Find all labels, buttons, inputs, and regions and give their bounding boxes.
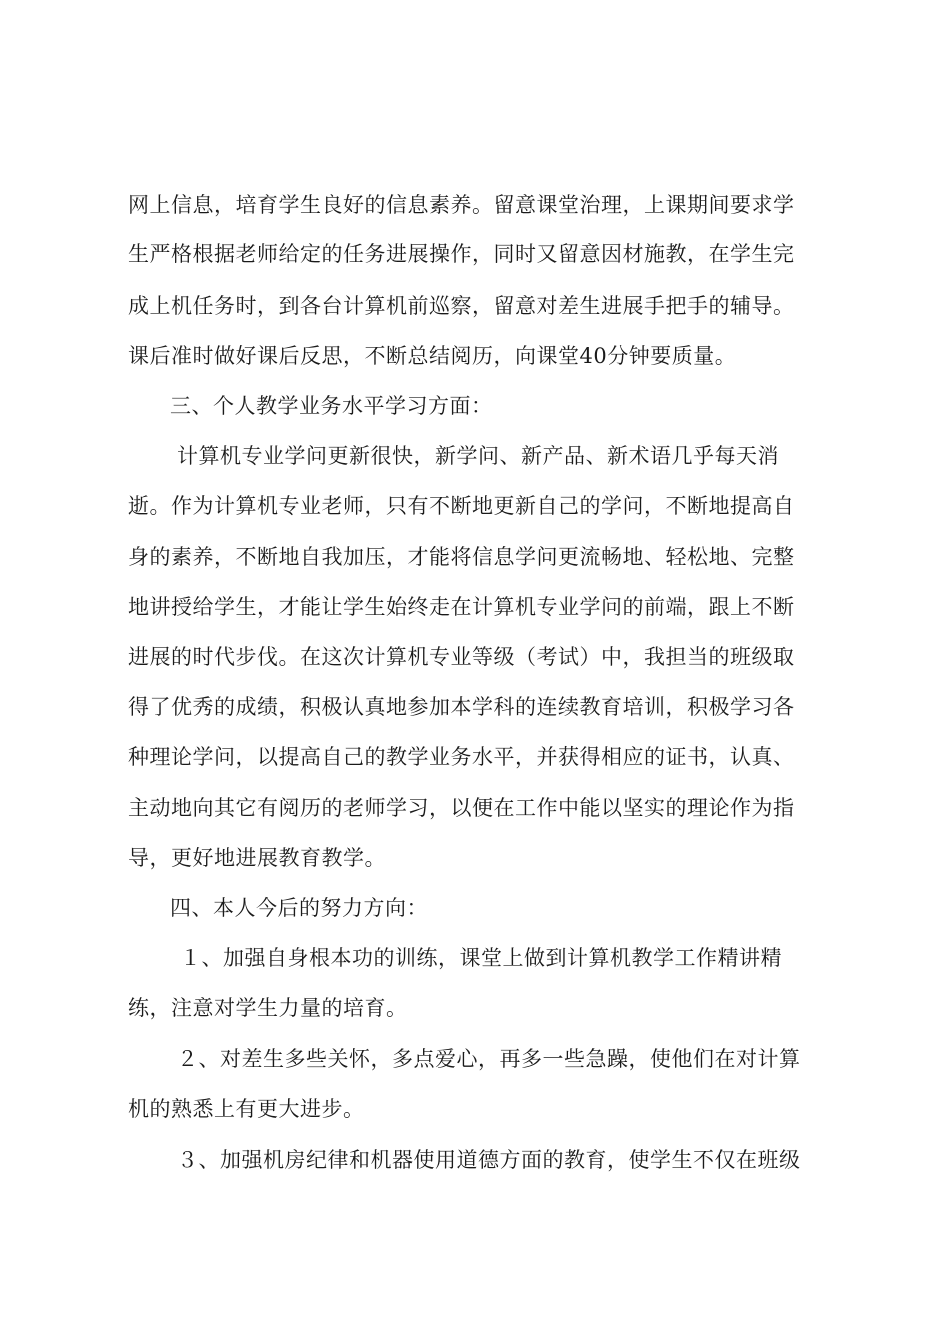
body-line: 课后准时做好课后反思，不断总结阅历，向课堂40分钟要质量。 (128, 344, 737, 368)
body-line: 得了优秀的成绩，积极认真地参加本学科的连续教育培训，积极学习各 (128, 695, 795, 719)
body-line: 生严格根据老师给定的任务进展操作，同时又留意因材施教，在学生完 (128, 242, 795, 266)
body-line: 练，注意对学生力量的培育。 (128, 996, 408, 1020)
body-line: 网上信息，培育学生良好的信息素养。留意课堂治理，上课期间要求学 (128, 193, 795, 217)
body-line: 成上机任务时，到各台计算机前巡察，留意对差生进展手把手的辅导。 (128, 294, 795, 318)
list-item: １、加强自身根本功的训练，课堂上做到计算机教学工作精讲精 (180, 946, 782, 970)
body-line: 计算机专业学问更新很快，新学问、新产品、新术语几乎每天消 (177, 444, 779, 468)
section-heading: 三、个人教学业务水平学习方面： (170, 394, 493, 418)
body-line: 机的熟悉上有更大进步。 (128, 1097, 365, 1121)
body-line: 导，更好地进展教育教学。 (128, 846, 386, 870)
body-line: 地讲授给学生，才能让学生始终走在计算机专业学问的前端，跟上不断 (128, 595, 795, 619)
body-line: 身的素养，不断地自我加压，才能将信息学问更流畅地、轻松地、完整 (128, 545, 795, 569)
list-item: ３、加强机房纪律和机器使用道德方面的教育，使学生不仅在班级 (177, 1148, 801, 1172)
body-line: 主动地向其它有阅历的老师学习，以便在工作中能以坚实的理论作为指 (128, 796, 795, 820)
section-heading: 四、本人今后的努力方向： (170, 896, 428, 920)
body-line: 种理论学问，以提高自己的教学业务水平，并获得相应的证书，认真、 (128, 745, 795, 769)
list-item: ２、对差生多些关怀，多点爱心，再多一些急躁，使他们在对计算 (177, 1047, 801, 1071)
body-line: 逝。作为计算机专业老师，只有不断地更新自己的学问，不断地提高自 (128, 494, 795, 518)
body-line: 进展的时代步伐。在这次计算机专业等级（考试）中，我担当的班级取 (128, 645, 795, 669)
